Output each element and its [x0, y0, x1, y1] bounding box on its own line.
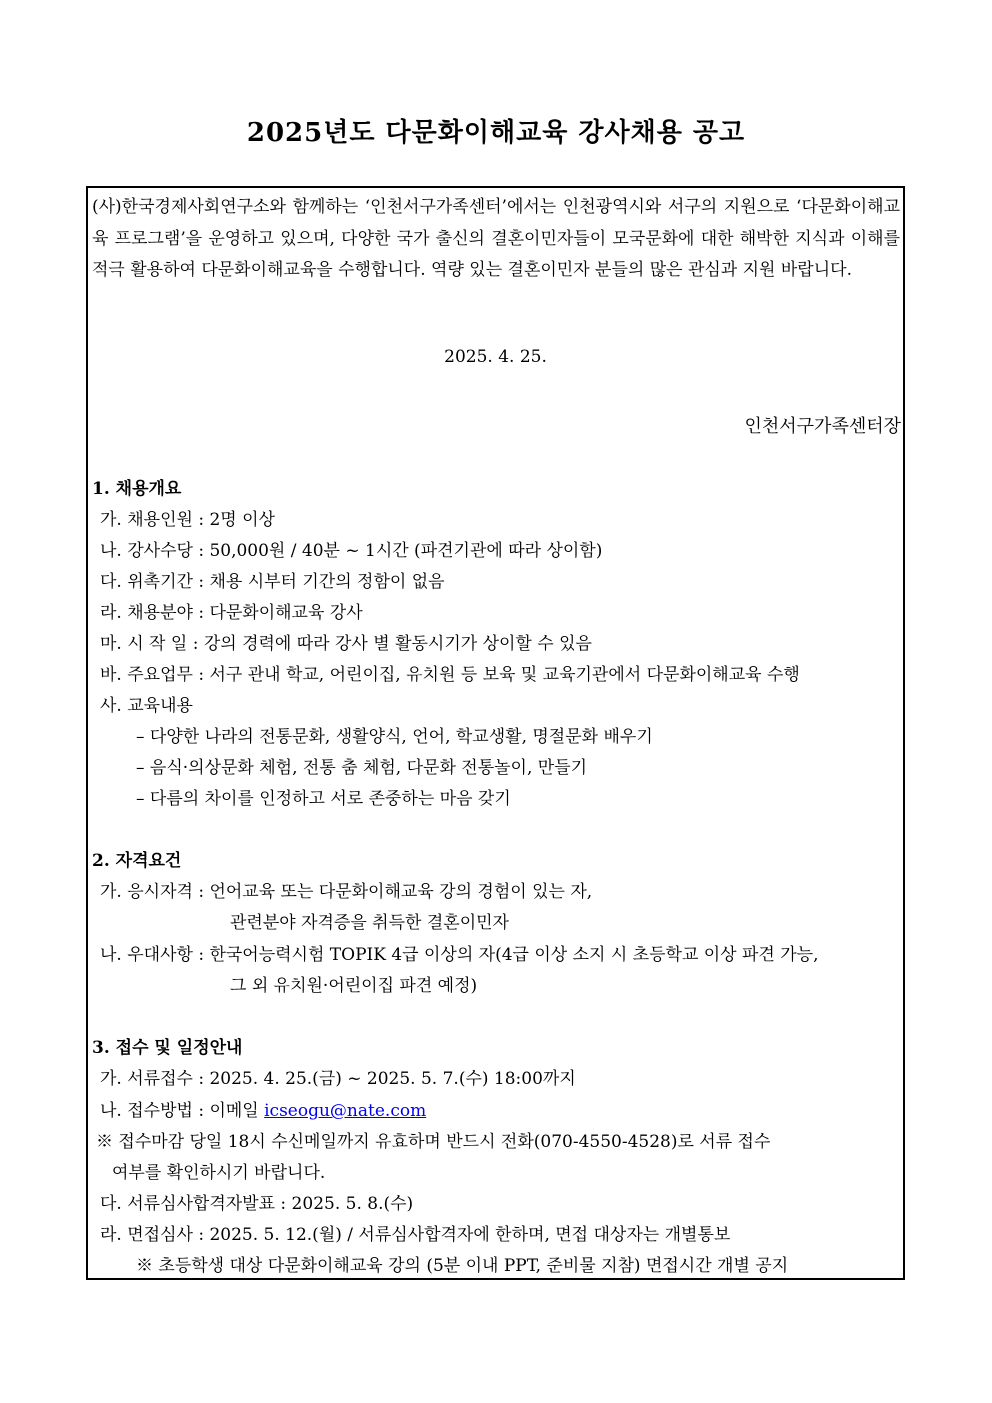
section2-heading: 2. 자격요건 [92, 851, 182, 871]
intro-paragraph: (사)한국경제사회연구소와 함께하는 ‘인천서구가족센터’에서는 인천광역시와 서구의 지원으로 ‘다문화이해교육 프로그램’을 운영하고 있으며, 다양한 국가 출신의 결혼이민자들이 모국문화에 대한 해박한 지식과 이해를 적극 활용하여 다문화이해교육을 수행합니다. 역량 있는 결혼이민자 분들의 많은 관심과 지원 바랍니다. [92, 197, 900, 280]
section3-heading: 3. 접수 및 일정안내 [92, 1038, 243, 1058]
section1-heading: 1. 채용개요 [92, 479, 182, 499]
signature: 인천서구가족센터장 [744, 416, 901, 437]
section2-item: 나. 우대사항 : 한국어능력시험 TOPIK 4급 이상의 자(4급 이상 소지 시 초등학교 이상 파견 가능, [100, 945, 819, 965]
section2-item-continuation: 관련분야 자격증을 취득한 결혼이민자 [230, 913, 509, 933]
submission-method-label: 나. 접수방법 : 이메일 [100, 1101, 265, 1121]
section1-item: 바. 주요업무 : 서구 관내 학교, 어린이집, 유치원 등 보육 및 교육기관에서 다문화이해교육 수행 [100, 665, 800, 685]
submission-note-continuation: 여부를 확인하시기 바랍니다. [112, 1163, 326, 1183]
section3-item: 가. 서류접수 : 2025. 4. 25.(금) ~ 2025. 5. 7.(수) 18:00까지 [100, 1069, 576, 1089]
education-content-item: – 음식·의상문화 체험, 전통 춤 체험, 다문화 전통놀이, 만들기 [136, 758, 588, 778]
interview-note: ※ 초등학생 대상 다문화이해교육 강의 (5분 이내 PPT, 준비물 지참) 면접시간 개별 공지 [136, 1256, 789, 1276]
education-content-item: – 다름의 차이를 인정하고 서로 존중하는 마음 갖기 [136, 789, 511, 809]
section3-item: 다. 서류심사합격자발표 : 2025. 5. 8.(수) [100, 1194, 414, 1214]
section1-item: 나. 강사수당 : 50,000원 / 40분 ~ 1시간 (파견기관에 따라 상이함) [100, 541, 603, 561]
education-content-item: – 다양한 나라의 전통문화, 생활양식, 언어, 학교생활, 명절문화 배우기 [136, 727, 653, 747]
section1-item: 다. 위촉기간 : 채용 시부터 기간의 정함이 없음 [100, 572, 445, 592]
notice-date: 2025. 4. 25. [444, 347, 547, 367]
section1-item: 사. 교육내용 [100, 696, 193, 716]
page-title: 2025년도 다문화이해교육 강사채용 공고 [246, 118, 746, 148]
section2-item: 가. 응시자격 : 언어교육 또는 다문화이해교육 강의 경험이 있는 자, [100, 882, 593, 902]
section3-item [100, 1100, 426, 1122]
notice-box [86, 186, 905, 1280]
email-link[interactable]: icseogu@nate.com [264, 1101, 427, 1121]
section1-item: 가. 채용인원 : 2명 이상 [100, 510, 275, 530]
submission-note: ※ 접수마감 당일 18시 수신메일까지 유효하며 반드시 전화(070-4550-4528)로 서류 접수 [96, 1132, 771, 1152]
section2-item-continuation: 그 외 유치원·어린이집 파견 예정) [230, 976, 478, 996]
section1-item: 라. 채용분야 : 다문화이해교육 강사 [100, 603, 363, 623]
section1-item: 마. 시 작 일 : 강의 경력에 따라 강사 별 활동시기가 상이할 수 있음 [100, 634, 592, 654]
section3-item: 라. 면접심사 : 2025. 5. 12.(월) / 서류심사합격자에 한하며, 면접 대상자는 개별통보 [100, 1225, 731, 1245]
